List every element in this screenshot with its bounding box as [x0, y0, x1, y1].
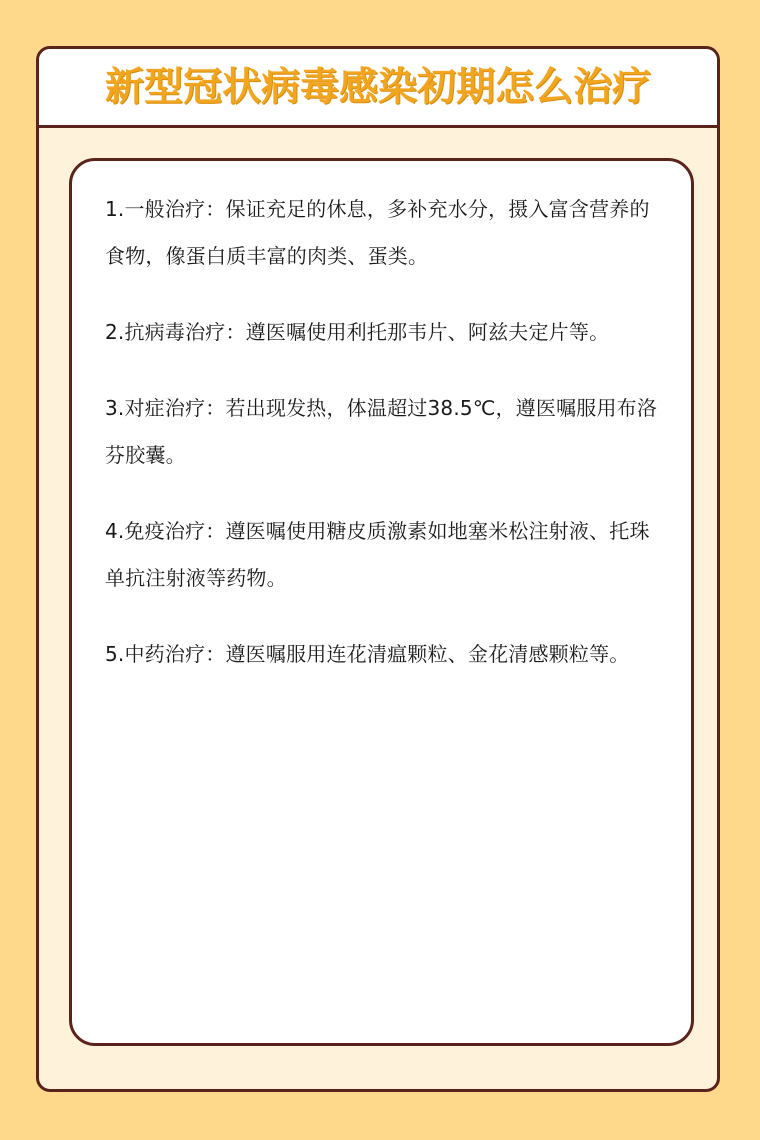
treatment-item-tcm: 5.中药治疗：遵医嘱服用连花清瘟颗粒、金花清感颗粒等。	[105, 642, 630, 666]
treatment-item-antiviral: 2.抗病毒治疗：遵医嘱使用利托那韦片、阿兹夫定片等。	[105, 320, 610, 344]
treatment-item-general: 1.一般治疗：保证充足的休息，多补充水分，摄入富含营养的食物，像蛋白质丰富的肉类、蛋类。	[105, 197, 650, 268]
treatment-list	[69, 158, 694, 1046]
treatment-item-immune: 4.免疫治疗：遵医嘱使用糖皮质激素如地塞米松注射液、托珠单抗注射液等药物。	[105, 519, 650, 590]
page-title: 新型冠状病毒感染初期怎么治疗	[104, 64, 651, 110]
content-card	[36, 46, 720, 1092]
title-banner	[39, 49, 717, 128]
treatment-item-symptomatic: 3.对症治疗：若出现发热，体温超过38.5℃，遵医嘱服用布洛芬胶囊。	[105, 396, 658, 467]
